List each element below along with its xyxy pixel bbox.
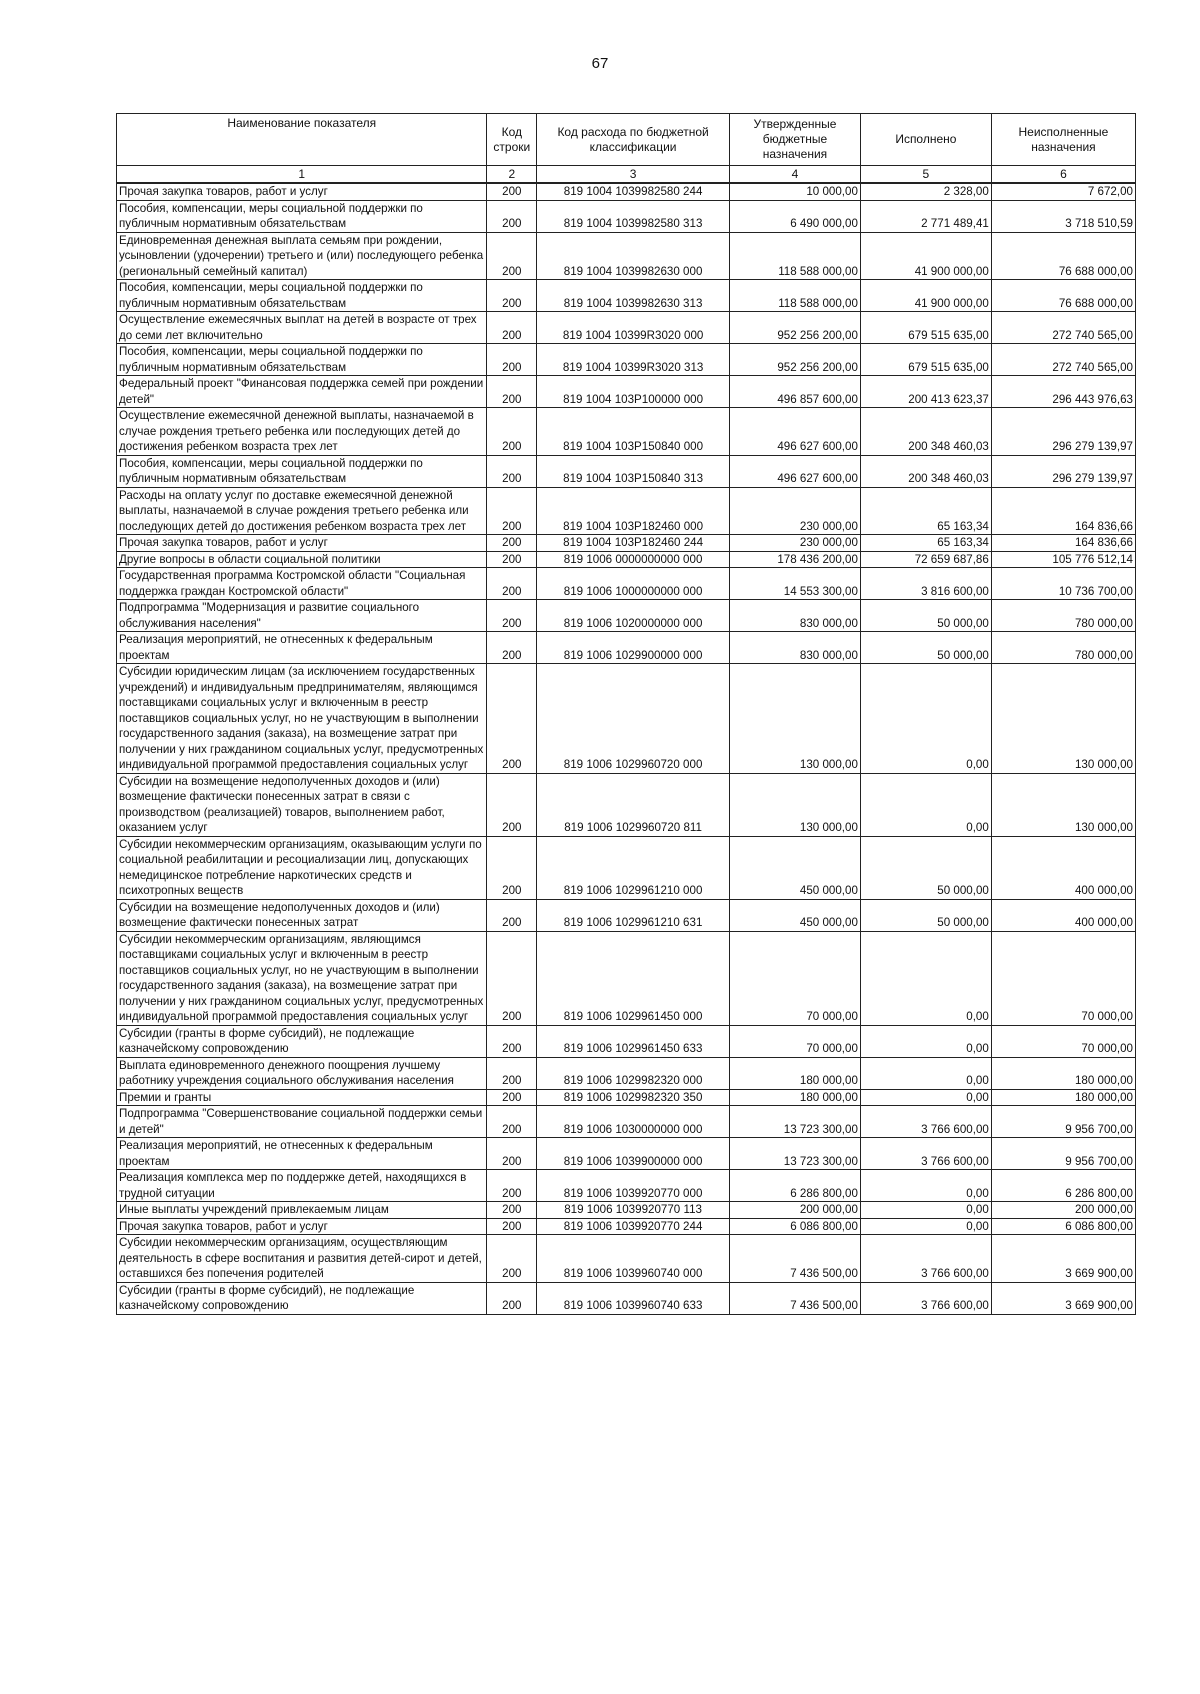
column-number: 3 xyxy=(537,166,730,184)
row-approved-cell: 952 256 200,00 xyxy=(730,344,861,376)
column-number: 2 xyxy=(487,166,537,184)
row-executed-cell: 0,00 xyxy=(860,1025,991,1057)
row-unexecuted-cell: 9 956 700,00 xyxy=(991,1138,1135,1170)
row-name-cell: Реализация комплекса мер по поддержке детей, находящихся в трудной ситуации xyxy=(117,1170,487,1202)
table-row xyxy=(117,1106,1136,1138)
row-executed-cell: 50 000,00 xyxy=(860,899,991,931)
row-approved-cell: 7 436 500,00 xyxy=(730,1235,861,1283)
row-approved-cell: 14 553 300,00 xyxy=(730,568,861,600)
row-name-cell: Реализация мероприятий, не отнесенных к федеральным проектам xyxy=(117,1138,487,1170)
header-approved: Утвержденные бюджетные назначения xyxy=(730,114,861,166)
table-row xyxy=(117,773,1136,836)
row-line-code-cell: 200 xyxy=(487,408,537,456)
row-unexecuted-cell: 6 286 800,00 xyxy=(991,1170,1135,1202)
row-name-cell: Субсидии некоммерческим организациям, осуществляющим деятельность в сфере воспитания и развития детей-сирот и детей, оставшихся без попечения родителей xyxy=(117,1235,487,1283)
table-row xyxy=(117,600,1136,632)
row-executed-cell: 3 766 600,00 xyxy=(860,1235,991,1283)
table-row xyxy=(117,1202,1136,1219)
row-approved-cell: 70 000,00 xyxy=(730,1025,861,1057)
table-row xyxy=(117,280,1136,312)
row-expense-code-cell: 819 1006 1020000000 000 xyxy=(537,600,730,632)
row-line-code-cell: 200 xyxy=(487,183,537,200)
row-expense-code-cell: 819 1006 1029961450 633 xyxy=(537,1025,730,1057)
table-row xyxy=(117,836,1136,899)
column-number: 4 xyxy=(730,166,861,184)
row-expense-code-cell: 819 1006 1039920770 244 xyxy=(537,1218,730,1235)
row-expense-code-cell: 819 1004 103P150840 000 xyxy=(537,408,730,456)
table-row xyxy=(117,232,1136,280)
row-line-code-cell: 200 xyxy=(487,1089,537,1106)
row-executed-cell: 0,00 xyxy=(860,1089,991,1106)
row-unexecuted-cell: 180 000,00 xyxy=(991,1057,1135,1089)
row-executed-cell: 65 163,34 xyxy=(860,487,991,535)
row-executed-cell: 3 766 600,00 xyxy=(860,1138,991,1170)
row-unexecuted-cell: 130 000,00 xyxy=(991,664,1135,774)
row-unexecuted-cell: 6 086 800,00 xyxy=(991,1218,1135,1235)
row-executed-cell: 2 328,00 xyxy=(860,183,991,200)
row-name-cell: Субсидии на возмещение недополученных доходов и (или) возмещение фактически понесенных затрат xyxy=(117,899,487,931)
row-line-code-cell: 200 xyxy=(487,773,537,836)
row-expense-code-cell: 819 1006 1029900000 000 xyxy=(537,632,730,664)
row-unexecuted-cell: 400 000,00 xyxy=(991,899,1135,931)
row-approved-cell: 6 286 800,00 xyxy=(730,1170,861,1202)
column-number: 5 xyxy=(860,166,991,184)
row-expense-code-cell: 819 1004 103P182460 244 xyxy=(537,535,730,552)
row-line-code-cell: 200 xyxy=(487,280,537,312)
row-line-code-cell: 200 xyxy=(487,455,537,487)
row-name-cell: Субсидии юридическим лицам (за исключением государственных учреждений) и индивидуальным предпринимателям, являющимся поставщиками социальных услуг и включенным в реестр поставщиков социальных услуг, но не участвующим в выполнении государственного задания (заказа), на возмещение затрат при получении у них гражданином социальных услуг, предусмотренных индивидуальной программой предоставления социальных услуг xyxy=(117,664,487,774)
row-approved-cell: 118 588 000,00 xyxy=(730,232,861,280)
budget-execution-table xyxy=(116,113,1136,1315)
row-name-cell: Другие вопросы в области социальной политики xyxy=(117,551,487,568)
column-number: 6 xyxy=(991,166,1135,184)
row-approved-cell: 450 000,00 xyxy=(730,899,861,931)
row-name-cell: Иные выплаты учреждений привлекаемым лицам xyxy=(117,1202,487,1219)
row-approved-cell: 13 723 300,00 xyxy=(730,1106,861,1138)
table-row xyxy=(117,200,1136,232)
row-executed-cell: 3 766 600,00 xyxy=(860,1282,991,1314)
row-name-cell: Подпрограмма "Модернизация и развитие социального обслуживания населения" xyxy=(117,600,487,632)
row-name-cell: Субсидии некоммерческим организациям, оказывающим услуги по социальной реабилитации и ресоциализации лиц, допускающих немедицинское потребление наркотических средств и психотропных веществ xyxy=(117,836,487,899)
row-name-cell: Осуществление ежемесячной денежной выплаты, назначаемой в случае рождения третьего ребенка или последующих детей до достижения ребенком возраста трех лет xyxy=(117,408,487,456)
row-expense-code-cell: 819 1004 10399R3020 313 xyxy=(537,344,730,376)
row-executed-cell: 65 163,34 xyxy=(860,535,991,552)
row-line-code-cell: 200 xyxy=(487,1282,537,1314)
row-name-cell: Реализация мероприятий, не отнесенных к федеральным проектам xyxy=(117,632,487,664)
row-line-code-cell: 200 xyxy=(487,1170,537,1202)
table-row xyxy=(117,1089,1136,1106)
row-expense-code-cell: 819 1006 1029960720 000 xyxy=(537,664,730,774)
row-unexecuted-cell: 296 279 139,97 xyxy=(991,455,1135,487)
row-unexecuted-cell: 180 000,00 xyxy=(991,1089,1135,1106)
table-row xyxy=(117,1057,1136,1089)
row-unexecuted-cell: 70 000,00 xyxy=(991,931,1135,1025)
row-line-code-cell: 200 xyxy=(487,600,537,632)
row-approved-cell: 180 000,00 xyxy=(730,1089,861,1106)
row-executed-cell: 0,00 xyxy=(860,1218,991,1235)
row-name-cell: Государственная программа Костромской области "Социальная поддержка граждан Костромской области" xyxy=(117,568,487,600)
row-expense-code-cell: 819 1006 1029982320 000 xyxy=(537,1057,730,1089)
row-executed-cell: 0,00 xyxy=(860,1202,991,1219)
row-line-code-cell: 200 xyxy=(487,632,537,664)
row-line-code-cell: 200 xyxy=(487,1025,537,1057)
page-number: 67 xyxy=(591,55,609,72)
row-approved-cell: 200 000,00 xyxy=(730,1202,861,1219)
row-executed-cell: 200 413 623,37 xyxy=(860,376,991,408)
row-executed-cell: 3 816 600,00 xyxy=(860,568,991,600)
row-approved-cell: 450 000,00 xyxy=(730,836,861,899)
row-unexecuted-cell: 7 672,00 xyxy=(991,183,1135,200)
row-name-cell: Субсидии (гранты в форме субсидий), не подлежащие казначейскому сопровождению xyxy=(117,1025,487,1057)
table-row xyxy=(117,568,1136,600)
row-line-code-cell: 200 xyxy=(487,535,537,552)
row-approved-cell: 130 000,00 xyxy=(730,773,861,836)
row-executed-cell: 50 000,00 xyxy=(860,600,991,632)
row-line-code-cell: 200 xyxy=(487,1235,537,1283)
row-line-code-cell: 200 xyxy=(487,232,537,280)
row-name-cell: Субсидии (гранты в форме субсидий), не подлежащие казначейскому сопровождению xyxy=(117,1282,487,1314)
row-unexecuted-cell: 400 000,00 xyxy=(991,836,1135,899)
row-name-cell: Субсидии на возмещение недополученных доходов и (или) возмещение фактически понесенных затрат в связи с производством (реализацией) товаров, выполнением работ, оказанием услуг xyxy=(117,773,487,836)
row-executed-cell: 679 515 635,00 xyxy=(860,344,991,376)
row-approved-cell: 496 627 600,00 xyxy=(730,455,861,487)
row-approved-cell: 7 436 500,00 xyxy=(730,1282,861,1314)
row-executed-cell: 679 515 635,00 xyxy=(860,312,991,344)
row-name-cell: Подпрограмма "Совершенствование социальной поддержки семьи и детей" xyxy=(117,1106,487,1138)
row-expense-code-cell: 819 1004 10399R3020 000 xyxy=(537,312,730,344)
table-row xyxy=(117,376,1136,408)
row-line-code-cell: 200 xyxy=(487,487,537,535)
row-expense-code-cell: 819 1006 1029960720 811 xyxy=(537,773,730,836)
row-expense-code-cell: 819 1006 1000000000 000 xyxy=(537,568,730,600)
row-line-code-cell: 200 xyxy=(487,1057,537,1089)
row-approved-cell: 952 256 200,00 xyxy=(730,312,861,344)
row-line-code-cell: 200 xyxy=(487,664,537,774)
row-expense-code-cell: 819 1004 103P182460 000 xyxy=(537,487,730,535)
row-line-code-cell: 200 xyxy=(487,200,537,232)
row-line-code-cell: 200 xyxy=(487,568,537,600)
table-row xyxy=(117,455,1136,487)
table-row xyxy=(117,1235,1136,1283)
row-approved-cell: 6 086 800,00 xyxy=(730,1218,861,1235)
row-name-cell: Субсидии некоммерческим организациям, являющимся поставщиками социальных услуг и включенным в реестр поставщиков социальных услуг, но не участвующим в выполнении государственного задания (заказа), на возмещение затрат при получении у них гражданином социальных услуг, предусмотренных индивидуальной программой предоставления социальных услуг xyxy=(117,931,487,1025)
row-unexecuted-cell: 3 669 900,00 xyxy=(991,1235,1135,1283)
table-row xyxy=(117,1138,1136,1170)
row-name-cell: Пособия, компенсации, меры социальной поддержки по публичным нормативным обязательствам xyxy=(117,455,487,487)
row-unexecuted-cell: 296 443 976,63 xyxy=(991,376,1135,408)
row-executed-cell: 50 000,00 xyxy=(860,836,991,899)
row-expense-code-cell: 819 1004 103P100000 000 xyxy=(537,376,730,408)
row-name-cell: Осуществление ежемесячных выплат на детей в возрасте от трех до семи лет включительно xyxy=(117,312,487,344)
row-executed-cell: 41 900 000,00 xyxy=(860,232,991,280)
row-executed-cell: 0,00 xyxy=(860,931,991,1025)
row-approved-cell: 830 000,00 xyxy=(730,632,861,664)
row-approved-cell: 70 000,00 xyxy=(730,931,861,1025)
table-row xyxy=(117,632,1136,664)
row-approved-cell: 130 000,00 xyxy=(730,664,861,774)
row-expense-code-cell: 819 1004 1039982580 244 xyxy=(537,183,730,200)
row-unexecuted-cell: 272 740 565,00 xyxy=(991,344,1135,376)
row-name-cell: Федеральный проект "Финансовая поддержка семей при рождении детей" xyxy=(117,376,487,408)
row-name-cell: Прочая закупка товаров, работ и услуг xyxy=(117,1218,487,1235)
row-expense-code-cell: 819 1006 1029961210 631 xyxy=(537,899,730,931)
row-expense-code-cell: 819 1004 103P150840 313 xyxy=(537,455,730,487)
row-expense-code-cell: 819 1006 1039900000 000 xyxy=(537,1138,730,1170)
row-executed-cell: 50 000,00 xyxy=(860,632,991,664)
row-approved-cell: 178 436 200,00 xyxy=(730,551,861,568)
header-expense-code: Код расхода по бюджетной классификации xyxy=(537,114,730,166)
row-executed-cell: 200 348 460,03 xyxy=(860,408,991,456)
row-name-cell: Выплата единовременного денежного поощрения лучшему работнику учреждения социального обслуживания населения xyxy=(117,1057,487,1089)
row-line-code-cell: 200 xyxy=(487,899,537,931)
row-expense-code-cell: 819 1006 1029961450 000 xyxy=(537,931,730,1025)
row-approved-cell: 496 627 600,00 xyxy=(730,408,861,456)
row-name-cell: Прочая закупка товаров, работ и услуг xyxy=(117,183,487,200)
table-header-row xyxy=(117,114,1136,166)
row-executed-cell: 72 659 687,86 xyxy=(860,551,991,568)
row-unexecuted-cell: 272 740 565,00 xyxy=(991,312,1135,344)
row-expense-code-cell: 819 1004 1039982580 313 xyxy=(537,200,730,232)
row-expense-code-cell: 819 1006 1029961210 000 xyxy=(537,836,730,899)
table-row xyxy=(117,1025,1136,1057)
row-approved-cell: 230 000,00 xyxy=(730,535,861,552)
row-expense-code-cell: 819 1006 1039920770 000 xyxy=(537,1170,730,1202)
row-expense-code-cell: 819 1006 1039920770 113 xyxy=(537,1202,730,1219)
row-expense-code-cell: 819 1006 0000000000 000 xyxy=(537,551,730,568)
row-unexecuted-cell: 3 718 510,59 xyxy=(991,200,1135,232)
table-row xyxy=(117,487,1136,535)
row-unexecuted-cell: 10 736 700,00 xyxy=(991,568,1135,600)
row-expense-code-cell: 819 1006 1029982320 350 xyxy=(537,1089,730,1106)
row-unexecuted-cell: 780 000,00 xyxy=(991,632,1135,664)
row-unexecuted-cell: 105 776 512,14 xyxy=(991,551,1135,568)
row-approved-cell: 230 000,00 xyxy=(730,487,861,535)
row-approved-cell: 10 000,00 xyxy=(730,183,861,200)
row-executed-cell: 2 771 489,41 xyxy=(860,200,991,232)
row-name-cell: Пособия, компенсации, меры социальной поддержки по публичным нормативным обязательствам xyxy=(117,344,487,376)
row-unexecuted-cell: 130 000,00 xyxy=(991,773,1135,836)
row-approved-cell: 180 000,00 xyxy=(730,1057,861,1089)
row-approved-cell: 830 000,00 xyxy=(730,600,861,632)
header-name: Наименование показателя xyxy=(117,114,487,166)
row-line-code-cell: 200 xyxy=(487,376,537,408)
row-unexecuted-cell: 3 669 900,00 xyxy=(991,1282,1135,1314)
row-executed-cell: 0,00 xyxy=(860,664,991,774)
table-row xyxy=(117,1218,1136,1235)
row-line-code-cell: 200 xyxy=(487,312,537,344)
header-unexecuted: Неисполненные назначения xyxy=(991,114,1135,166)
table-row xyxy=(117,535,1136,552)
row-line-code-cell: 200 xyxy=(487,1106,537,1138)
row-executed-cell: 0,00 xyxy=(860,1170,991,1202)
row-unexecuted-cell: 296 279 139,97 xyxy=(991,408,1135,456)
table-row xyxy=(117,312,1136,344)
row-name-cell: Прочая закупка товаров, работ и услуг xyxy=(117,535,487,552)
row-unexecuted-cell: 76 688 000,00 xyxy=(991,280,1135,312)
row-line-code-cell: 200 xyxy=(487,931,537,1025)
row-expense-code-cell: 819 1004 1039982630 000 xyxy=(537,232,730,280)
table-body xyxy=(117,183,1136,1314)
table-row xyxy=(117,664,1136,774)
row-name-cell: Расходы на оплату услуг по доставке ежемесячной денежной выплаты, назначаемой в случае рождения третьего ребенка или последующих детей до достижения ребенком возраста трех лет xyxy=(117,487,487,535)
row-approved-cell: 13 723 300,00 xyxy=(730,1138,861,1170)
column-number: 1 xyxy=(117,166,487,184)
table-row xyxy=(117,899,1136,931)
table-row xyxy=(117,551,1136,568)
column-number-row xyxy=(117,166,1136,184)
row-expense-code-cell: 819 1004 1039982630 313 xyxy=(537,280,730,312)
row-approved-cell: 118 588 000,00 xyxy=(730,280,861,312)
row-executed-cell: 0,00 xyxy=(860,773,991,836)
row-unexecuted-cell: 70 000,00 xyxy=(991,1025,1135,1057)
row-line-code-cell: 200 xyxy=(487,836,537,899)
header-executed: Исполнено xyxy=(860,114,991,166)
row-approved-cell: 6 490 000,00 xyxy=(730,200,861,232)
table-row xyxy=(117,1170,1136,1202)
row-unexecuted-cell: 164 836,66 xyxy=(991,487,1135,535)
row-approved-cell: 496 857 600,00 xyxy=(730,376,861,408)
row-unexecuted-cell: 164 836,66 xyxy=(991,535,1135,552)
table-row xyxy=(117,344,1136,376)
row-line-code-cell: 200 xyxy=(487,1138,537,1170)
row-unexecuted-cell: 780 000,00 xyxy=(991,600,1135,632)
row-expense-code-cell: 819 1006 1039960740 000 xyxy=(537,1235,730,1283)
row-unexecuted-cell: 200 000,00 xyxy=(991,1202,1135,1219)
row-name-cell: Единовременная денежная выплата семьям при рождении, усыновлении (удочерении) третьего и (или) последующего ребенка (региональный семейный капитал) xyxy=(117,232,487,280)
row-unexecuted-cell: 76 688 000,00 xyxy=(991,232,1135,280)
row-executed-cell: 0,00 xyxy=(860,1057,991,1089)
header-line-code: Код строки xyxy=(487,114,537,166)
row-expense-code-cell: 819 1006 1030000000 000 xyxy=(537,1106,730,1138)
row-line-code-cell: 200 xyxy=(487,1218,537,1235)
row-executed-cell: 200 348 460,03 xyxy=(860,455,991,487)
table-row xyxy=(117,1282,1136,1314)
row-unexecuted-cell: 9 956 700,00 xyxy=(991,1106,1135,1138)
table-row xyxy=(117,183,1136,200)
table-row xyxy=(117,408,1136,456)
row-line-code-cell: 200 xyxy=(487,551,537,568)
row-expense-code-cell: 819 1006 1039960740 633 xyxy=(537,1282,730,1314)
row-name-cell: Премии и гранты xyxy=(117,1089,487,1106)
row-executed-cell: 41 900 000,00 xyxy=(860,280,991,312)
row-line-code-cell: 200 xyxy=(487,1202,537,1219)
row-executed-cell: 3 766 600,00 xyxy=(860,1106,991,1138)
row-name-cell: Пособия, компенсации, меры социальной поддержки по публичным нормативным обязательствам xyxy=(117,200,487,232)
table-row xyxy=(117,931,1136,1025)
row-line-code-cell: 200 xyxy=(487,344,537,376)
row-name-cell: Пособия, компенсации, меры социальной поддержки по публичным нормативным обязательствам xyxy=(117,280,487,312)
